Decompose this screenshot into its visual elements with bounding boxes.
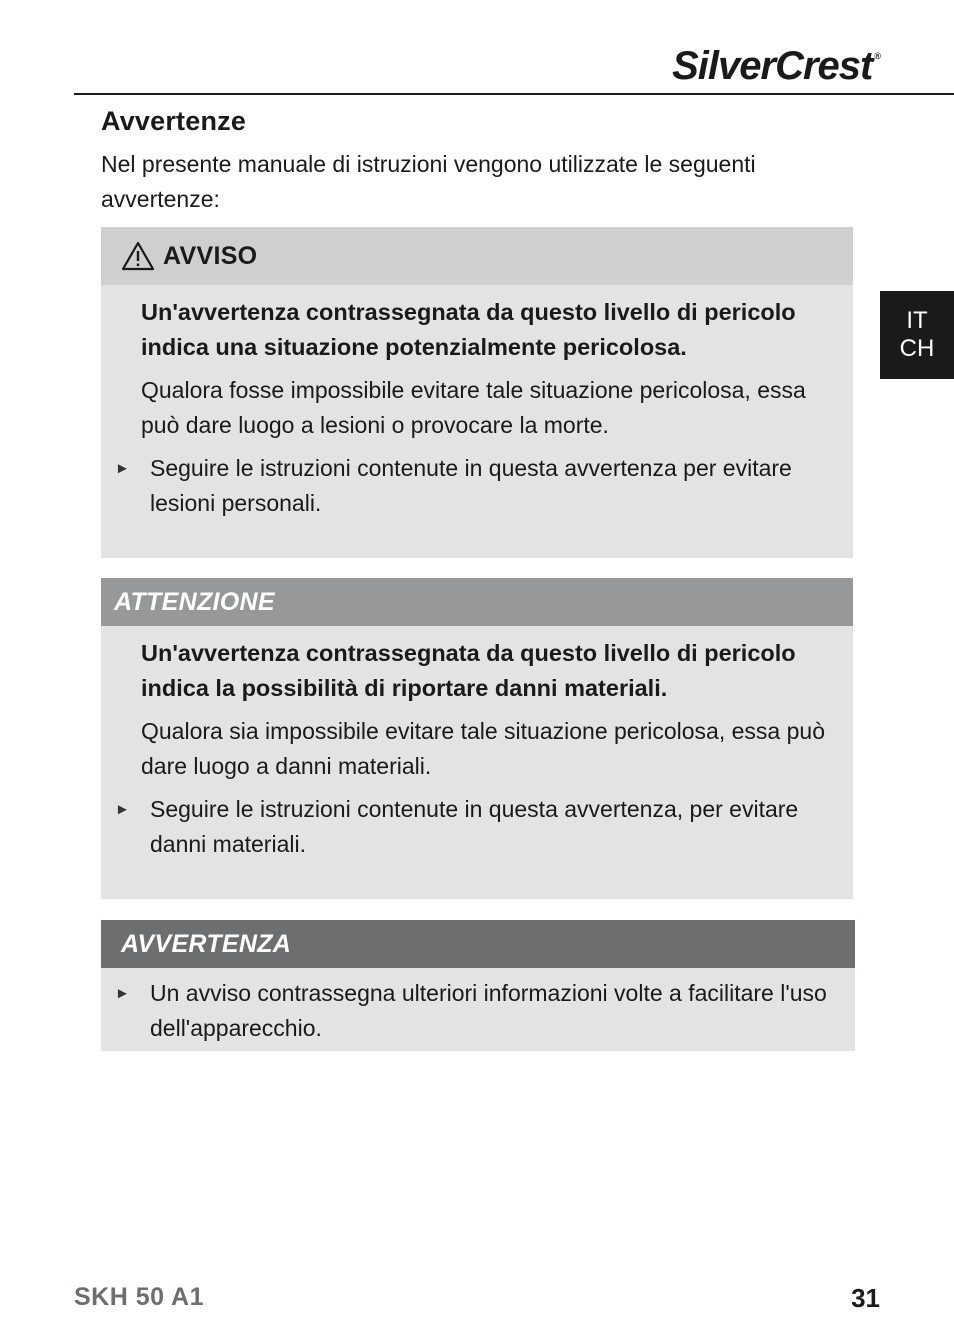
attenzione-bullet (115, 792, 835, 862)
registered-mark: ® (874, 51, 880, 61)
avvertenza-header (101, 920, 855, 968)
avviso-box (101, 227, 853, 558)
avviso-body: Qualora fosse impossibile evitare tale situazione pericolosa, essa può dare luogo a lesioni o provocare la morte. (141, 377, 806, 438)
brand-logo (672, 46, 880, 86)
avvertenza-label: AVVERTENZA (121, 929, 292, 958)
bullet-arrow-icon: ► (115, 460, 130, 477)
language-tab-line2: CH (899, 335, 935, 362)
section-title: Avvertenze (101, 106, 247, 136)
footer-model: SKH 50 A1 (74, 1283, 205, 1311)
language-tab-line1: IT (906, 307, 928, 334)
bullet-arrow-icon: ► (115, 985, 130, 1002)
page-number: 31 (851, 1283, 880, 1313)
logo-text: SilverCrest (672, 44, 873, 88)
warning-triangle-icon (121, 241, 155, 271)
avvertenza-bullet-text: Un avviso contrassegna ulteriori informazioni volte a facilitare l'uso dell'apparecchio. (150, 980, 827, 1041)
avvertenza-bullet (115, 976, 835, 1046)
attenzione-body: Qualora sia impossibile evitare tale situazione pericolosa, essa può dare luogo a danni materiali. (141, 718, 825, 779)
header-rule (74, 93, 954, 95)
attenzione-label: ATTENZIONE (114, 587, 275, 616)
language-tab (880, 291, 954, 379)
attenzione-box (101, 578, 853, 899)
attenzione-bullet-text: Seguire le istruzioni contenute in questa avvertenza, per evitare danni materiali. (150, 796, 799, 857)
avviso-header (101, 227, 853, 285)
avviso-bullet-text: Seguire le istruzioni contenute in questa avvertenza per evitare lesioni personali. (150, 455, 792, 516)
section-intro: Nel presente manuale di istruzioni vengono utilizzate le seguenti avvertenze: (101, 151, 756, 212)
attenzione-header (101, 578, 853, 626)
avvertenza-box (101, 920, 855, 1051)
avviso-lead: Un'avvertenza contrassegnata da questo livello di pericolo indica una situazione potenzialmente pericolosa. (141, 299, 796, 360)
avviso-label: AVVISO (163, 241, 258, 270)
avviso-bullet (115, 451, 835, 521)
bullet-arrow-icon: ► (115, 801, 130, 818)
attenzione-lead: Un'avvertenza contrassegnata da questo livello di pericolo indica la possibilità di riportare danni materiali. (141, 640, 796, 701)
